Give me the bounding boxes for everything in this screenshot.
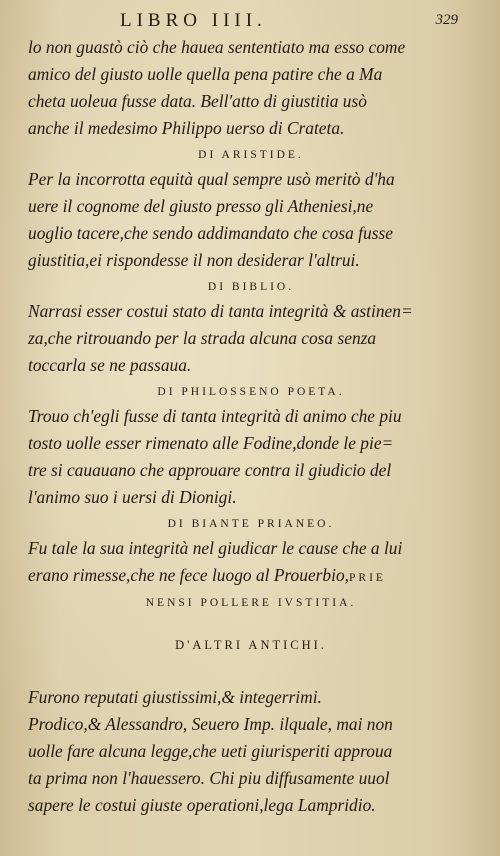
intro-paragraph (28, 34, 474, 142)
section-philosseno (28, 381, 474, 511)
proverb-line: NENSI POLLERE IVSTITIA. (145, 597, 357, 609)
text-line: Narrasi esser costui stato di tanta integrità & astinen= (28, 301, 413, 321)
text-line: Fu tale la sua integrità nel giudicar le cause che a lui (28, 538, 403, 558)
text-line: uere il cognome del giusto presso gli Atheniesi,ne (28, 196, 374, 216)
page-number: 329 (435, 12, 458, 28)
text-line: ta prima non l'hauessero. Chi piu diffusamente uuol (28, 768, 390, 788)
text-line: anche il medesimo Philippo uerso di Crateta. (28, 118, 345, 138)
section-heading: D'ALTRI ANTICHI. (175, 638, 327, 652)
text-line: za,che ritrouando per la strada alcuna cosa senza (28, 328, 377, 348)
text-line: tosto uolle esser rimenato alle Fodine,donde le pie= (28, 433, 394, 453)
section-heading: DI BIBLIO. (207, 281, 295, 293)
section-heading: DI PHILOSSENO POETA. (157, 386, 345, 398)
text-line: uolle fare alcuna legge,che ueti giurisperiti approua (28, 741, 393, 761)
text-line: Per la incorrotta equità qual sempre usò meritò d'ha (28, 169, 395, 189)
proverb-start: PRIE (349, 572, 386, 584)
text-line: Prodico,& Alessandro, Seuero Imp. ilquale, mai non (28, 714, 393, 734)
section-aristide (28, 144, 474, 274)
text-line: l'animo suo i uersi di Dionigi. (28, 487, 237, 507)
running-head: LIBRO IIII. (120, 10, 267, 31)
section-biblio (28, 276, 474, 379)
text-line: toccarla se ne passaua. (28, 355, 192, 375)
section-altri-antichi (28, 634, 474, 819)
section-heading: DI BIANTE PRIANEO. (167, 518, 335, 530)
text-line: sapere le costui giuste operationi,lega Lampridio. (28, 795, 376, 815)
text-line (28, 562, 474, 592)
text-line: cheta uoleua fusse data. Bell'atto di giustitia usò (28, 91, 367, 111)
section-biante (28, 513, 474, 614)
section-heading: DI ARISTIDE. (198, 149, 304, 161)
text-line: uoglio tacere,che sendo addimandato che cosa fusse (28, 223, 393, 243)
text-line: Trouo ch'egli fusse di tanta integrità di animo che piu (28, 406, 402, 426)
text-line: Furono reputati giustissimi,& integerrimi. (28, 687, 322, 707)
page-header (28, 10, 474, 34)
text-line: giustitia,ei rispondesse il non desiderar l'altrui. (28, 250, 360, 270)
text-line: lo non guastò ciò che haueа sententiato ma esso come (28, 37, 406, 57)
text-span: erano rimesse,che ne fece luogo al Prouerbio, (28, 565, 350, 585)
text-line: tre si cauauano che approuare contra il giudicio del (28, 460, 392, 480)
text-line: amico del giusto uolle quella pena patire che a Ma (28, 64, 383, 84)
